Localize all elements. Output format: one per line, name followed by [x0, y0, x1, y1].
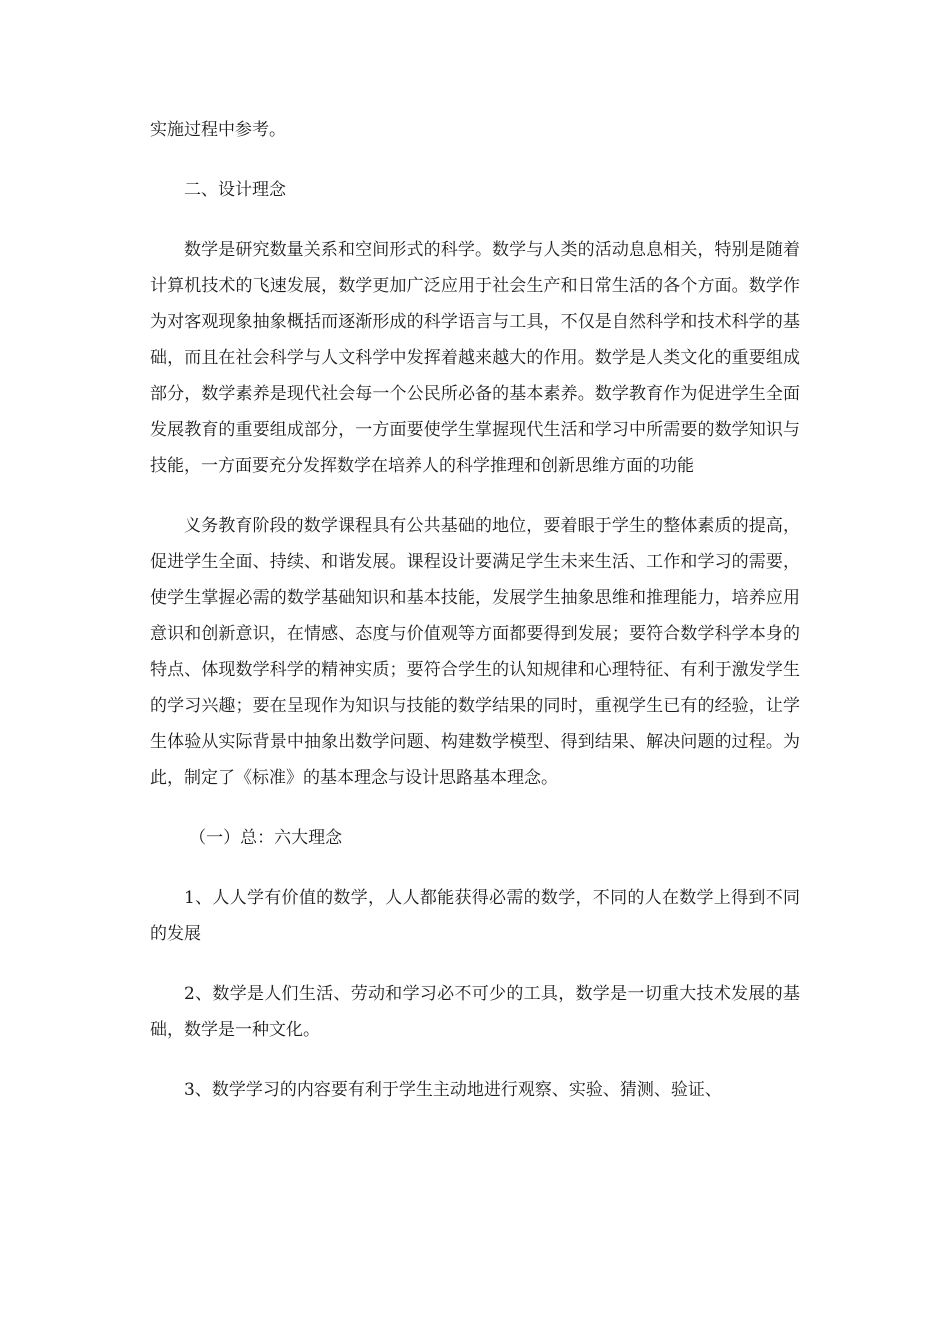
paragraph-1: 数学是研究数量关系和空间形式的科学。数学与人类的活动息息相关，特别是随着计算机技术的飞速发展，数学更加广泛应用于社会生产和日常生活的各个方面。数学作为对客观现象抽象概括而逐渐形成的科学语言与工具，不仅是自然科学和技术科学的基础，而且在社会科学与人文科学中发挥着越来越大的作用。数学是人类文化的重要组成部分，数学素养是现代社会每一个公民所必备的基本素养。数学教育作为促进学生全面发展教育的重要组成部分，一方面要使学生掌握现代生活和学习中所需要的数学知识与技能，一方面要充分发挥数学在培养人的科学推理和创新思维方面的功能: [150, 240, 800, 476]
list-item-3: 3、数学学习的内容要有利于学生主动地进行观察、实验、猜测、验证、: [184, 1080, 722, 1100]
paragraph-2: 义务教育阶段的数学课程具有公共基础的地位，要着眼于学生的整体素质的提高，促进学生全面、持续、和谐发展。课程设计要满足学生未来生活、工作和学习的需要，使学生掌握必需的数学基础知识和基本技能，发展学生抽象思维和推理能力，培养应用意识和创新意识，在情感、态度与价值观等方面都要得到发展；要符合数学科学本身的特点、体现数学科学的精神实质；要符合学生的认知规律和心理特征、有利于激发学生的学习兴趣；要在呈现作为知识与技能的数学结果的同时，重视学生已有的经验，让学生体验从实际背景中抽象出数学问题、构建数学模型、得到结果、解决问题的过程。为此，制定了《标准》的基本理念与设计思路基本理念。: [150, 516, 800, 788]
sub-heading: （一）总：六大理念: [189, 828, 343, 848]
continuation-text: 实施过程中参考。: [150, 120, 286, 140]
section-heading: 二、设计理念: [184, 180, 286, 200]
list-item-2: 2、数学是人们生活、劳动和学习必不可少的工具，数学是一切重大技术发展的基础，数学是一种文化。: [150, 984, 800, 1040]
list-item-1: 1、人人学有价值的数学，人人都能获得必需的数学，不同的人在数学上得到不同的发展: [150, 888, 800, 944]
document-body: [150, 112, 800, 1132]
